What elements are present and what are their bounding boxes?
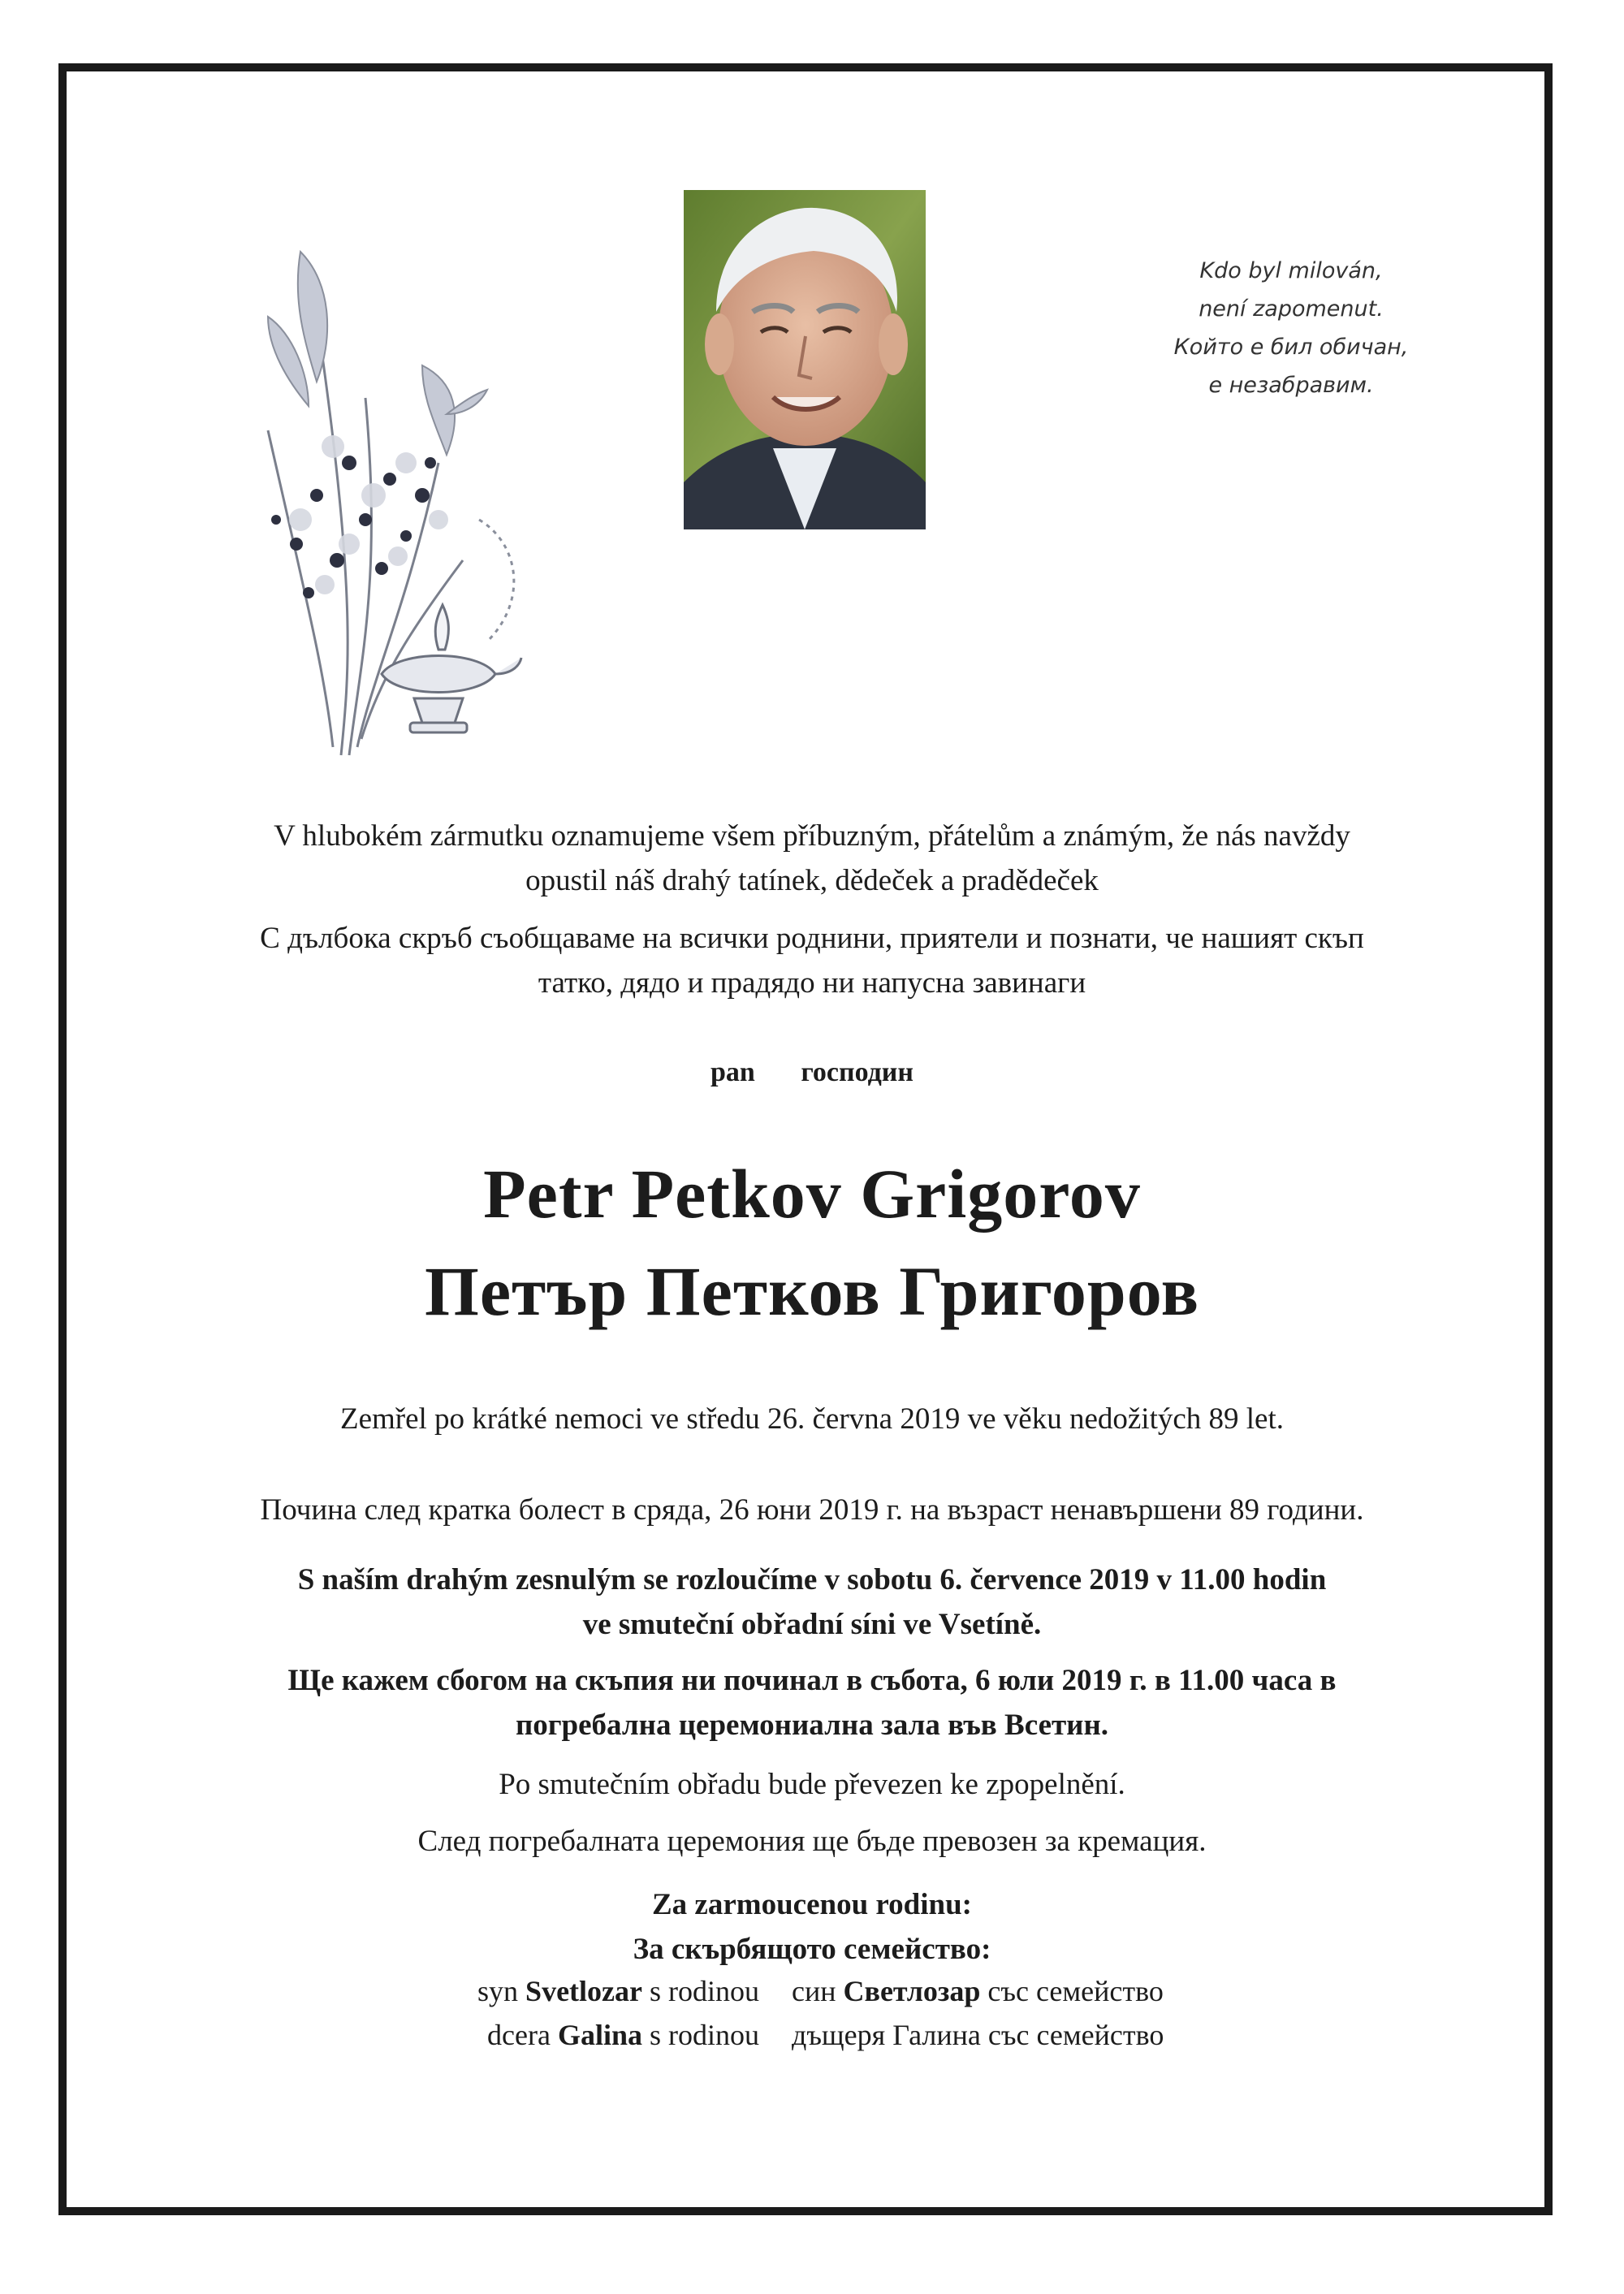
announcement-cz bbox=[162, 814, 1462, 903]
farewell-bg-line2: погребална церемониална зала във Всетин. bbox=[515, 1709, 1109, 1742]
motto-line: Kdo byl milován, bbox=[1199, 258, 1383, 283]
motto-line: není zapomenut. bbox=[1199, 296, 1384, 322]
name-cyrillic: Петър Петков Григоров bbox=[424, 1252, 1200, 1330]
family-row-son bbox=[162, 1969, 1462, 2013]
death-notice-bg: Почина след кратка болест в сряда, 26 юни 2019 г. на възраст ненавършени 89 години. bbox=[260, 1493, 1364, 1527]
name-latin: Petr Petkov Grigorov bbox=[483, 1155, 1141, 1233]
deceased-name bbox=[162, 1145, 1462, 1340]
farewell-cz-line1: S naším drahým zesnulým se rozloučíme v sobotu 6. července 2019 v 11.00 hodin bbox=[297, 1563, 1327, 1596]
son-cz-name: Svetlozar bbox=[525, 1975, 642, 2007]
honorific-titles bbox=[162, 1057, 1462, 1088]
farewell-bg-line1: Ще кажем сбогом на скъпия ни починал в събота, 6 юли 2019 г. в 11.00 часа в bbox=[287, 1664, 1337, 1697]
daughter-cz-suffix: s rodinou bbox=[642, 2019, 759, 2051]
family-list bbox=[162, 1969, 1462, 2057]
family-heading bbox=[162, 1882, 1462, 1972]
family-row-daughter bbox=[162, 2013, 1462, 2057]
farewell-cz-line2: ve smuteční obřadní síni ve Vsetíně. bbox=[582, 1608, 1042, 1641]
son-cz-prefix: syn bbox=[477, 1975, 526, 2007]
announcement-bg-line2: татко, дядо и прадядо ни напусна завинаги bbox=[538, 966, 1086, 1000]
son-bg-prefix: син bbox=[792, 1975, 844, 2007]
farewell-bg bbox=[162, 1658, 1462, 1748]
death-notice-cz: Zemřel po krátké nemoci ve středu 26. června 2019 ve věku nedožitých 89 let. bbox=[339, 1402, 1284, 1436]
announcement-cz-line2: opustil náš drahý tatínek, dědeček a pradědeček bbox=[525, 864, 1099, 897]
memorial-motto bbox=[1088, 252, 1494, 404]
son-bg-name: Светлозар bbox=[843, 1975, 981, 2007]
announcement-bg bbox=[162, 916, 1462, 1005]
family-heading-cz: Za zarmoucenou rodinu: bbox=[651, 1888, 972, 1921]
announcement-bg-line1: С дълбока скръб съобщаваме на всички роднини, приятели и познати, че нашият скъп bbox=[260, 922, 1364, 955]
cremation-bg: След погребалната церемония ще бъде превозен за кремация. bbox=[417, 1825, 1207, 1858]
portrait-photo bbox=[684, 190, 926, 529]
son-bg-suffix: със семейство bbox=[980, 1975, 1164, 2007]
announcement-cz-line1: V hlubokém zármutku oznamujeme všem příbuzným, přátelům a známým, že nás navždy bbox=[274, 819, 1350, 853]
son-cz bbox=[410, 1969, 775, 2013]
daughter-bg: дъщеря Галина със семейство bbox=[792, 2019, 1164, 2051]
daughter-cz-name: Galina bbox=[557, 2019, 642, 2051]
farewell-cz bbox=[162, 1557, 1462, 1647]
motto-line: Който е бил обичан, bbox=[1173, 335, 1409, 360]
son-cz-suffix: s rodinou bbox=[642, 1975, 759, 2007]
title-cz: pan bbox=[710, 1057, 755, 1087]
flower-lamp-illustration bbox=[219, 219, 560, 771]
son-bg bbox=[775, 1969, 1214, 2013]
title-bg: господин bbox=[801, 1057, 914, 1087]
family-heading-bg: За скърбящото семейство: bbox=[633, 1933, 991, 1966]
motto-line: е незабравим. bbox=[1208, 373, 1374, 398]
cremation-cz: Po smutečním obřadu bude převezen ke zpopelnění. bbox=[499, 1768, 1125, 1801]
daughter-cz-prefix: dcera bbox=[487, 2019, 558, 2051]
daughter-cz bbox=[410, 2013, 775, 2057]
